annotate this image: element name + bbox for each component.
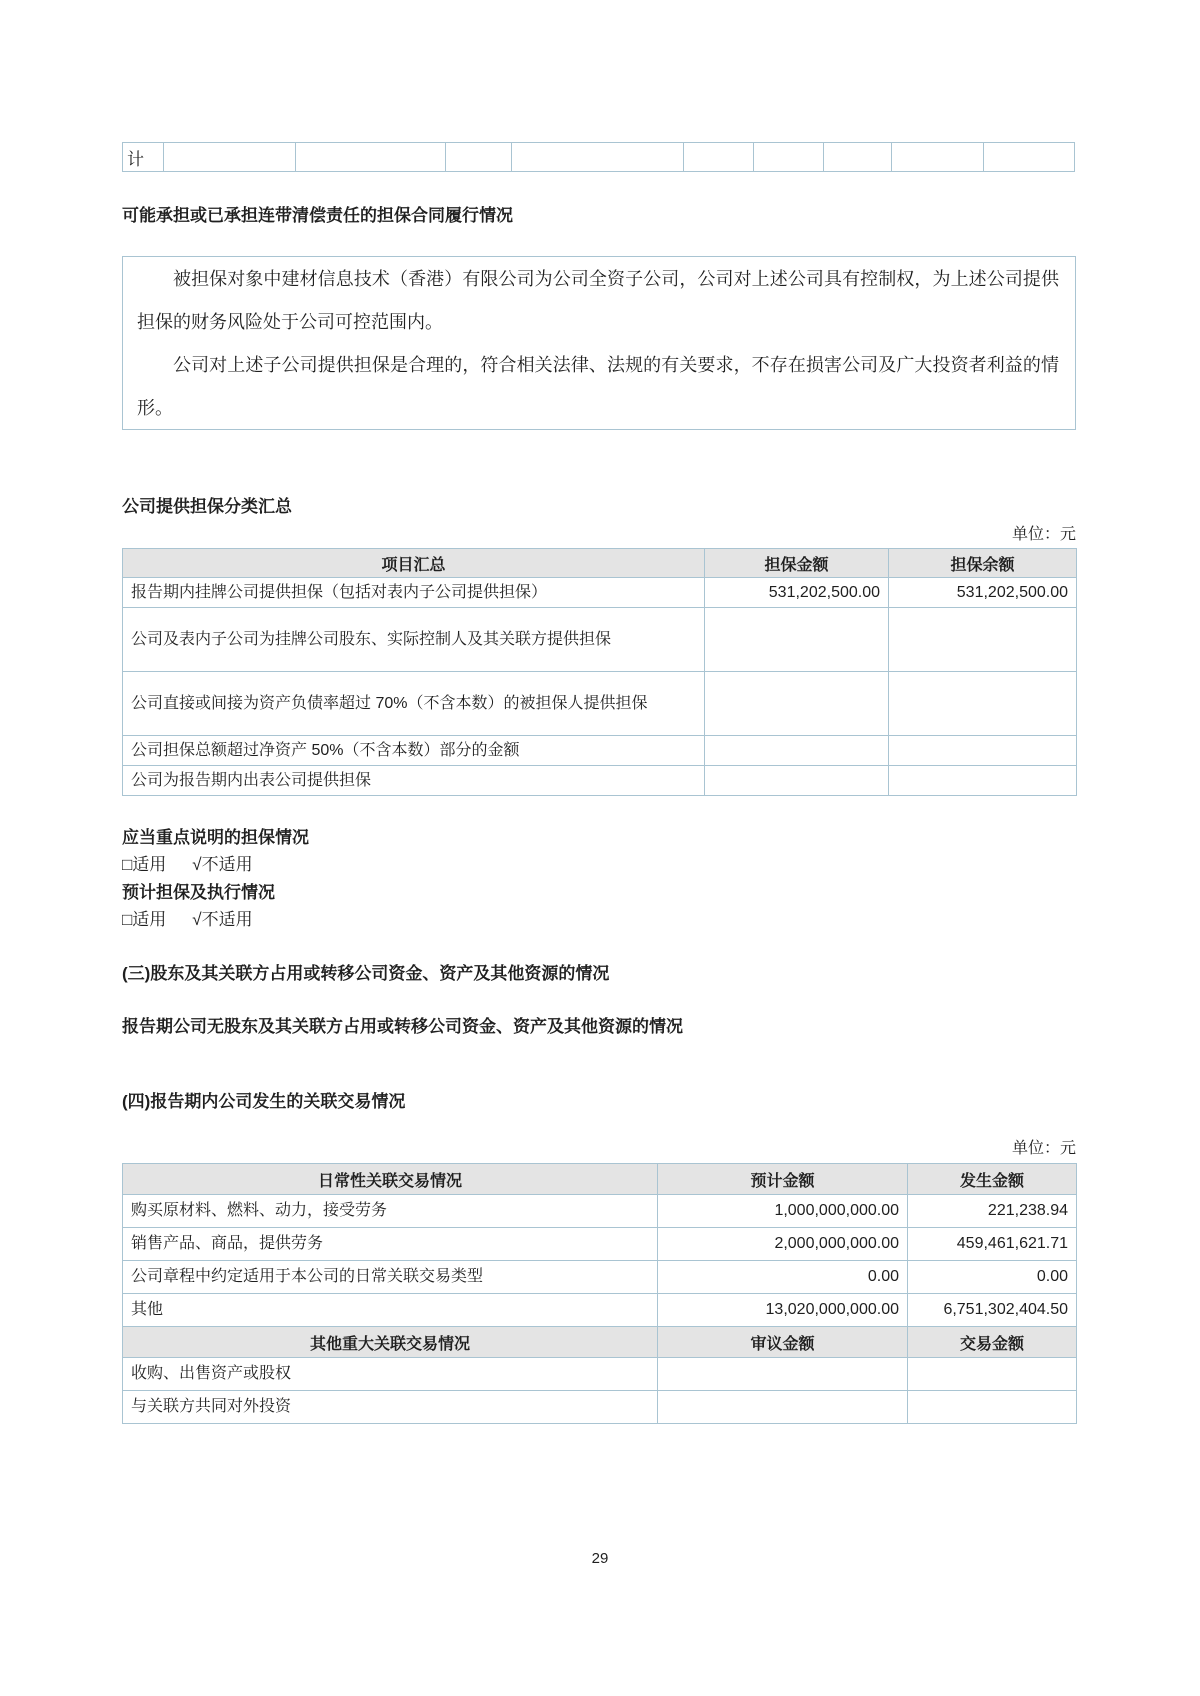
- item-cell: 公司及表内子公司为挂牌公司股东、实际控制人及其关联方提供担保: [123, 608, 705, 672]
- heading-guarantee-performance: 可能承担或已承担连带清偿责任的担保合同履行情况: [122, 206, 513, 225]
- table-cell-empty: [446, 143, 512, 172]
- column-header: 其他重大关联交易情况: [123, 1327, 658, 1358]
- balance-cell: 531,202,500.00: [889, 578, 1077, 608]
- item-cell: 销售产品、商品，提供劳务: [123, 1228, 658, 1261]
- heading-section-three: (三)股东及其关联方占用或转移公司资金、资产及其他资源的情况: [122, 964, 610, 983]
- table-row: [123, 1358, 1077, 1391]
- unit-label: 单位：元: [1011, 526, 1076, 543]
- table-row: [123, 608, 1077, 672]
- balance-cell: [889, 736, 1077, 766]
- table-header-row: [123, 1327, 1077, 1358]
- reviewed-amount-cell: [658, 1391, 908, 1424]
- expected-amount-cell: 2,000,000,000.00: [658, 1228, 908, 1261]
- column-header: 交易金额: [908, 1327, 1077, 1358]
- heading-expected-guarantees: 预计担保及执行情况: [122, 883, 275, 902]
- item-cell: 公司直接或间接为资产负债率超过 70%（不含本数）的被担保人提供担保: [123, 672, 705, 736]
- incurred-amount-cell: 221,238.94: [908, 1195, 1077, 1228]
- column-header: 发生金额: [908, 1164, 1077, 1195]
- transaction-amount-cell: [908, 1391, 1077, 1424]
- item-cell: 公司担保总额超过净资产 50%（不含本数）部分的金额: [123, 736, 705, 766]
- statement-paragraph: 被担保对象中建材信息技术（香港）有限公司为公司全资子公司，公司对上述公司具有控制权，为上述公司提供担保的财务风险处于公司可控范围内。: [137, 269, 1059, 332]
- table-cell-empty: [984, 143, 1075, 172]
- incurred-amount-cell: 459,461,621.71: [908, 1228, 1077, 1261]
- column-header: 日常性关联交易情况: [123, 1164, 658, 1195]
- amount-cell: [705, 736, 889, 766]
- page-number: 29: [591, 1550, 609, 1567]
- item-cell: 购买原材料、燃料、动力，接受劳务: [123, 1195, 658, 1228]
- balance-cell: [889, 766, 1077, 796]
- table-row: [123, 736, 1077, 766]
- section-three-body: 报告期公司无股东及其关联方占用或转移公司资金、资产及其他资源的情况: [122, 1017, 683, 1036]
- total-label-cell: 计: [123, 143, 164, 172]
- expected-amount-cell: 1,000,000,000.00: [658, 1195, 908, 1228]
- carryover-total-table: [122, 142, 1075, 172]
- table-cell-empty: [164, 143, 296, 172]
- item-cell: 收购、出售资产或股权: [123, 1358, 658, 1391]
- checkbox-applicable: □适用: [122, 910, 167, 929]
- balance-cell: [889, 672, 1077, 736]
- item-cell: 其他: [123, 1294, 658, 1327]
- table-cell-empty: [824, 143, 892, 172]
- table-row: [123, 1195, 1077, 1228]
- applicability-options: [122, 854, 1076, 876]
- amount-cell: 531,202,500.00: [705, 578, 889, 608]
- amount-cell: [705, 672, 889, 736]
- column-header: 担保余额: [889, 549, 1077, 578]
- reviewed-amount-cell: [658, 1358, 908, 1391]
- amount-cell: [705, 608, 889, 672]
- amount-cell: [705, 766, 889, 796]
- incurred-amount-cell: 0.00: [908, 1261, 1077, 1294]
- table-cell-empty: [754, 143, 824, 172]
- table-row: [123, 578, 1077, 608]
- table-row: [123, 1391, 1077, 1424]
- item-cell: 与关联方共同对外投资: [123, 1391, 658, 1424]
- expected-amount-cell: 13,020,000,000.00: [658, 1294, 908, 1327]
- column-header: 担保金额: [705, 549, 889, 578]
- table-row: [123, 1228, 1077, 1261]
- table-row: [123, 1294, 1077, 1327]
- table-row: [123, 143, 1075, 172]
- item-cell: 公司为报告期内出表公司提供担保: [123, 766, 705, 796]
- applicability-options: [122, 909, 1076, 931]
- check-not-applicable: √不适用: [192, 910, 253, 929]
- table-cell-empty: [684, 143, 754, 172]
- table-cell-empty: [512, 143, 684, 172]
- column-header: 审议金额: [658, 1327, 908, 1358]
- item-cell: 报告期内挂牌公司提供担保（包括对表内子公司提供担保）: [123, 578, 705, 608]
- table-row: [123, 1261, 1077, 1294]
- balance-cell: [889, 608, 1077, 672]
- related-party-transactions-table: [122, 1163, 1077, 1424]
- statement-paragraph: 公司对上述子公司提供担保是合理的，符合相关法律、法规的有关要求，不存在损害公司及广大投资者利益的情形。: [137, 355, 1059, 418]
- item-cell: 公司章程中约定适用于本公司的日常关联交易类型: [123, 1261, 658, 1294]
- table-cell-empty: [892, 143, 984, 172]
- unit-label: 单位：元: [1011, 1140, 1076, 1157]
- heading-key-guarantees: 应当重点说明的担保情况: [122, 828, 309, 847]
- table-row: [123, 766, 1077, 796]
- table-header-row: [123, 549, 1077, 578]
- column-header: 预计金额: [658, 1164, 908, 1195]
- transaction-amount-cell: [908, 1358, 1077, 1391]
- expected-amount-cell: 0.00: [658, 1261, 908, 1294]
- guarantee-statement-box: [122, 256, 1076, 430]
- guarantee-summary-table: [122, 548, 1077, 796]
- column-header: 项目汇总: [123, 549, 705, 578]
- checkbox-applicable: □适用: [122, 855, 167, 874]
- heading-guarantee-summary: 公司提供担保分类汇总: [122, 497, 292, 516]
- heading-section-four: (四)报告期内公司发生的关联交易情况: [122, 1092, 406, 1111]
- table-row: [123, 672, 1077, 736]
- table-header-row: [123, 1164, 1077, 1195]
- table-cell-empty: [296, 143, 446, 172]
- check-not-applicable: √不适用: [192, 855, 253, 874]
- incurred-amount-cell: 6,751,302,404.50: [908, 1294, 1077, 1327]
